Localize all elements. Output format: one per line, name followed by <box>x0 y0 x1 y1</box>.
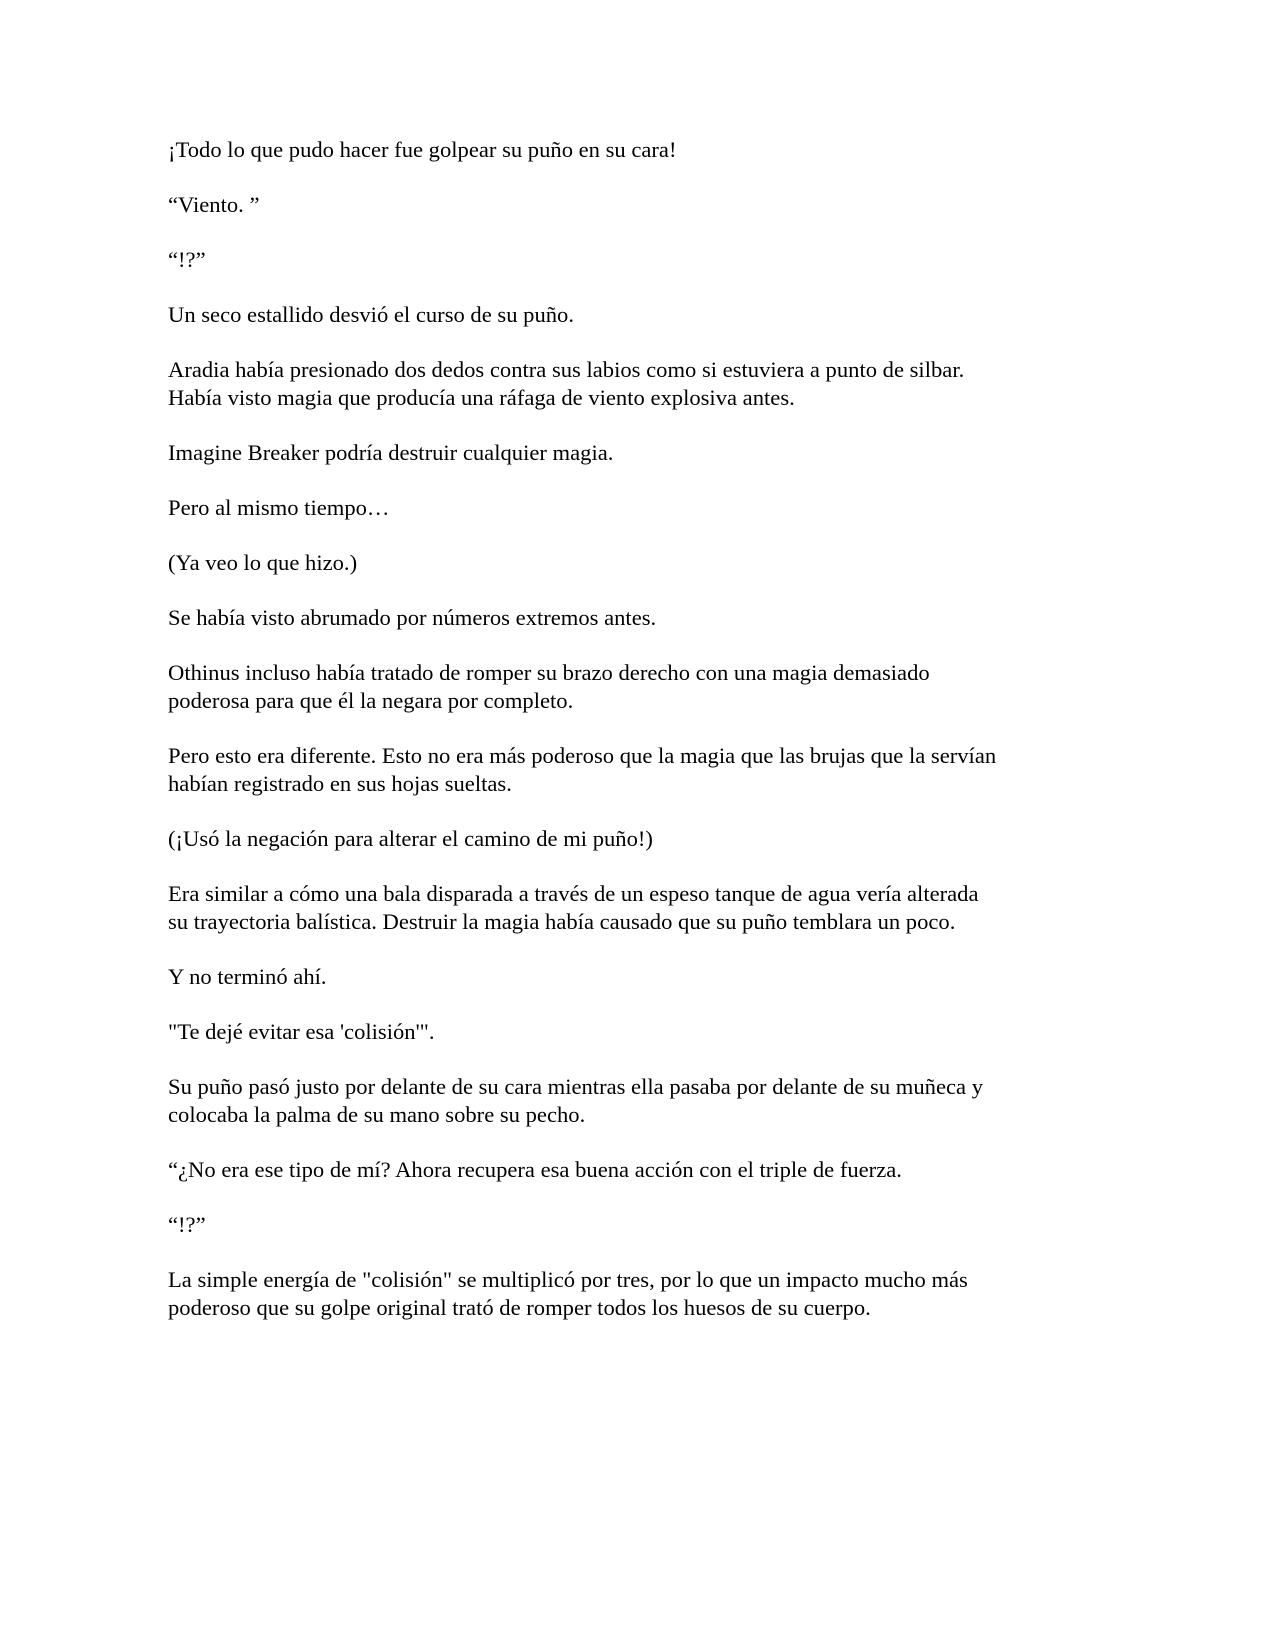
paragraph <box>168 1156 1168 1184</box>
text-line: su trayectoria balística. Destruir la magia había causado que su puño temblara un poco. <box>168 909 956 934</box>
paragraph <box>168 549 1168 577</box>
paragraph <box>168 301 1168 329</box>
paragraph <box>168 1266 1168 1322</box>
paragraph <box>168 1211 1168 1239</box>
paragraph <box>168 880 1168 936</box>
document-page <box>168 136 1168 1349</box>
paragraph <box>168 963 1168 991</box>
text-line: poderoso que su golpe original trató de romper todos los huesos de su cuerpo. <box>168 1295 871 1320</box>
text-line: Othinus incluso había tratado de romper su brazo derecho con una magia demasiado <box>168 660 930 685</box>
paragraph <box>168 439 1168 467</box>
text-line: Pero esto era diferente. Esto no era más poderoso que la magia que las brujas que la servían <box>168 743 997 768</box>
paragraph <box>168 246 1168 274</box>
text-line: “!?” <box>168 1212 206 1237</box>
text-line: Y no terminó ahí. <box>168 964 327 989</box>
text-line: Pero al mismo tiempo… <box>168 495 390 520</box>
paragraph <box>168 604 1168 632</box>
paragraph <box>168 825 1168 853</box>
text-line: poderosa para que él la negara por completo. <box>168 688 574 713</box>
paragraph <box>168 1073 1168 1129</box>
text-line: Era similar a cómo una bala disparada a través de un espeso tanque de agua vería alterada <box>168 881 979 906</box>
text-line: (Ya veo lo que hizo.) <box>168 550 358 575</box>
text-line: “!?” <box>168 247 206 272</box>
text-line: habían registrado en sus hojas sueltas. <box>168 771 512 796</box>
text-line: colocaba la palma de su mano sobre su pecho. <box>168 1102 586 1127</box>
text-line: (¡Usó la negación para alterar el camino de mi puño!) <box>168 826 653 851</box>
paragraph <box>168 1018 1168 1046</box>
text-line: ¡Todo lo que pudo hacer fue golpear su puño en su cara! <box>168 137 677 162</box>
text-line: Había visto magia que producía una ráfaga de viento explosiva antes. <box>168 385 795 410</box>
text-line: Se había visto abrumado por números extremos antes. <box>168 605 657 630</box>
text-line: La simple energía de "colisión" se multiplicó por tres, por lo que un impacto mucho más <box>168 1267 968 1292</box>
text-line: Aradia había presionado dos dedos contra sus labios como si estuviera a punto de silbar. <box>168 357 965 382</box>
paragraph <box>168 494 1168 522</box>
paragraph <box>168 136 1168 164</box>
text-line: Un seco estallido desvió el curso de su puño. <box>168 302 574 327</box>
text-line: "Te dejé evitar esa 'colisión'". <box>168 1019 435 1044</box>
paragraph <box>168 742 1168 798</box>
text-line: Su puño pasó justo por delante de su cara mientras ella pasaba por delante de su muñeca y <box>168 1074 983 1099</box>
text-line: “¿No era ese tipo de mí? Ahora recupera esa buena acción con el triple de fuerza. <box>168 1157 902 1182</box>
paragraph <box>168 356 1168 412</box>
text-line: “Viento. ” <box>168 192 260 217</box>
text-line: Imagine Breaker podría destruir cualquier magia. <box>168 440 614 465</box>
paragraph <box>168 191 1168 219</box>
paragraph <box>168 659 1168 715</box>
